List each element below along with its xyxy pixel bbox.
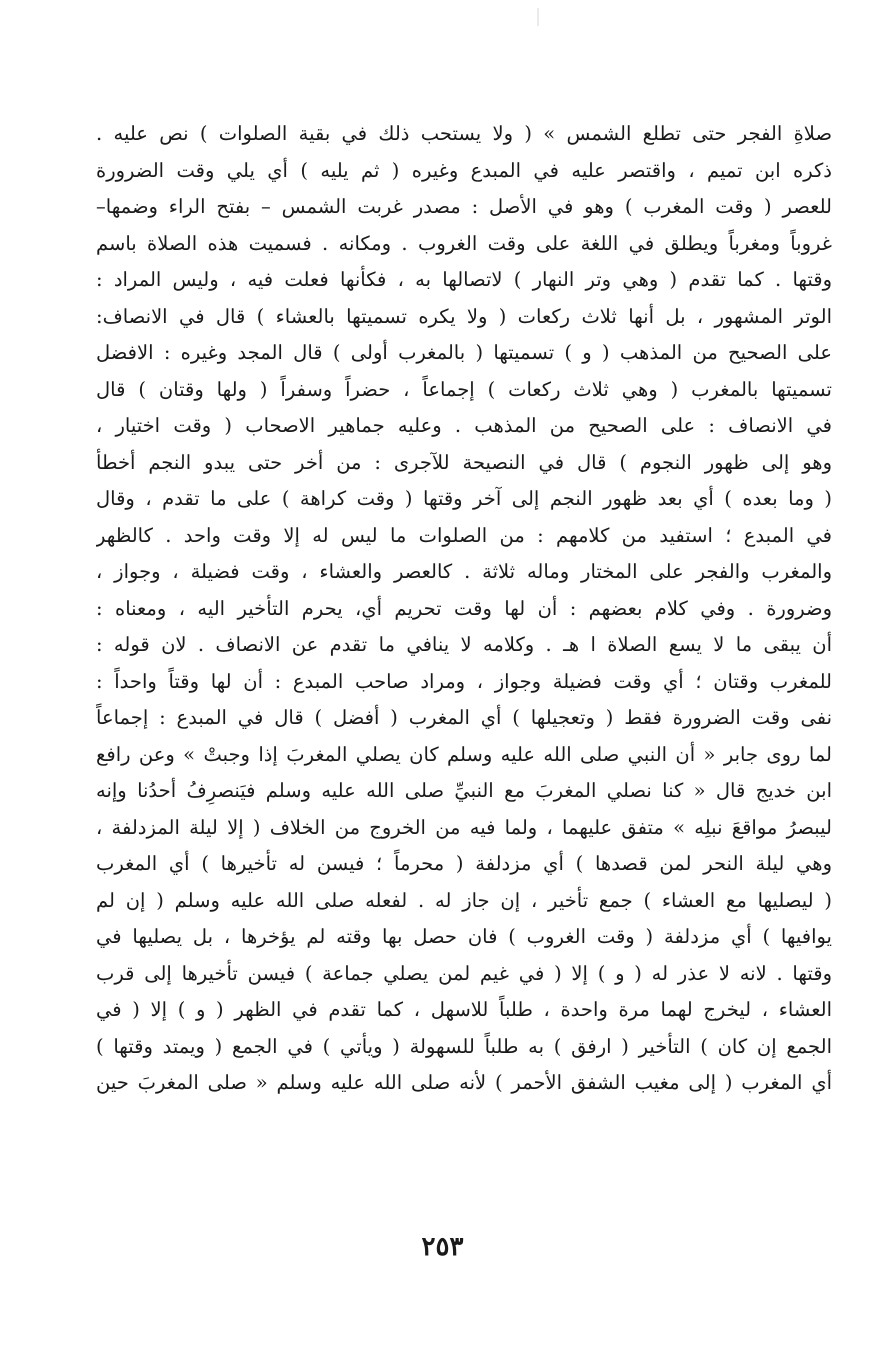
text-line: نفى وقت الضرورة فقط ( وتعجيلها ) أي المغرب ( أفضل ) قال في المبدع : إجماعاً — [96, 706, 832, 729]
text-line: ذكره ابن تميم ، واقتصر عليه في المبدع وغيره ( ثم يليه ) أي يلي وقت الضرورة — [96, 158, 832, 182]
text-line: الوتر المشهور ، بل أنها ثلاث ركعات ( ولا يكره تسميتها بالعشاء ) قال في الانصاف: — [96, 304, 832, 328]
text-line: تسميتها بالمغرب ( وهي ثلاث ركعات ) إجماعاً ، حضراً وسفراً ( ولها وقتان ) قال — [96, 377, 832, 401]
text-line: ابن خديج قال « كنا نصلي المغربَ مع النبيِّ صلى الله عليه وسلم فيَنصرِفُ أحدُنا وإنه — [96, 779, 832, 802]
text-line: أن يبقى ما لا يسع الصلاة ا هـ . وكلامه لا ينافي ما تقدم عن الانصاف . لان قوله : — [96, 633, 832, 656]
text-line: وقتها . كما تقدم ( وهي وتر النهار ) لاتصالها به ، فكأنها فعلت فيه ، وليس المراد : — [96, 268, 832, 291]
text-line: ليبصرُ مواقعَ نبلِه » متفق عليهما ، ولما فيه من الخروج من الخلاف ( إلا ليلة المزدلفة ، — [96, 815, 832, 839]
text-line: الجمع إن كان ) التأخير ( ارفق ) به طلباً للسهولة ( ويأتي ) في الجمع ( ويمتد وقتها ) — [96, 1034, 832, 1058]
text-line: في الانصاف : على الصحيح من المذهب . وعليه جماهير الاصحاب ( وقت اختيار ، — [96, 414, 832, 437]
text-line: ( ليصليها مع العشاء ) جمع تأخير ، إن جاز له . لفعله صلى الله عليه وسلم ( إن لم — [96, 888, 832, 912]
text-line: صلاةِ الفجر حتى تطلع الشمس » ( ولا يستحب ذلك في بقية الصلوات ) نص عليه . — [96, 122, 832, 145]
text-line: غروباً ومغرباً ويطلق في اللغة على وقت الغروب . ومكانه . فسميت هذه الصلاة باسم — [96, 231, 832, 255]
text-line: في المبدع ؛ استفيد من كلامهم : من الصلوات ما ليس له إلا وقت واحد . كالظهر — [96, 523, 832, 547]
text-line: أي المغرب ( إلى مغيب الشفق الأحمر ) لأنه صلى الله عليه وسلم « صلى المغربَ حين — [96, 1071, 832, 1094]
text-line: والمغرب والفجر على المختار وماله ثلاثة . كالعصر والعشاء ، وقت فضيلة ، وجواز ، — [96, 560, 832, 583]
text-line: يوافيها ) أي مزدلفة ( وقت الغروب ) فان حصل بها وقته لم يؤخرها ، بل يصليها في — [96, 925, 832, 948]
text-line: لما روى جابر « أن النبي صلى الله عليه وسلم كان يصلي المغربَ إذا وجبتْ » وعن رافع — [96, 742, 832, 766]
text-line: العشاء ، ليخرج لهما مرة واحدة ، طلباً للاسهل ، كما تقدم في الظهر ( و ) إلا ( في — [96, 998, 832, 1021]
page-number: ٢٥٣ — [421, 1232, 464, 1262]
scan-mark — [537, 8, 539, 26]
text-line: للمغرب وقتان ؛ أي وقت فضيلة وجواز ، ومراد صاحب المبدع : أن لها وقتاً واحداً : — [96, 669, 832, 693]
text-line: على الصحيح من المذهب ( و ) تسميتها ( بالمغرب أولى ) قال المجد وغيره : الافضل — [96, 341, 832, 364]
body-text — [96, 116, 832, 1102]
text-line: وقتها . لانه لا عذر له ( و ) إلا ( في غيم لمن يصلي جماعة ) فيسن تأخيرها إلى قرب — [96, 961, 832, 985]
text-line: وهو إلى ظهور النجوم ) قال في النصيحة للآجرى : من أخر حتى يبدو النجم أخطأ — [96, 450, 832, 474]
text-line: للعصر ( وقت المغرب ) وهو في الأصل : مصدر غربت الشمس – بفتح الراء وضمها– — [96, 195, 832, 218]
text-line: وهي ليلة النحر لمن قصدها ) أي مزدلفة ( محرماً ؛ فيسن له تأخيرها ) أي المغرب — [96, 852, 832, 875]
text-line: وضرورة . وفي كلام بعضهم : أن لها وقت تحريم أي، يحرم التأخير اليه ، ومعناه : — [96, 596, 832, 620]
text-line: ( وما بعده ) أي بعد ظهور النجم إلى آخر وقتها ( وقت كراهة ) على ما تقدم ، وقال — [96, 487, 832, 510]
